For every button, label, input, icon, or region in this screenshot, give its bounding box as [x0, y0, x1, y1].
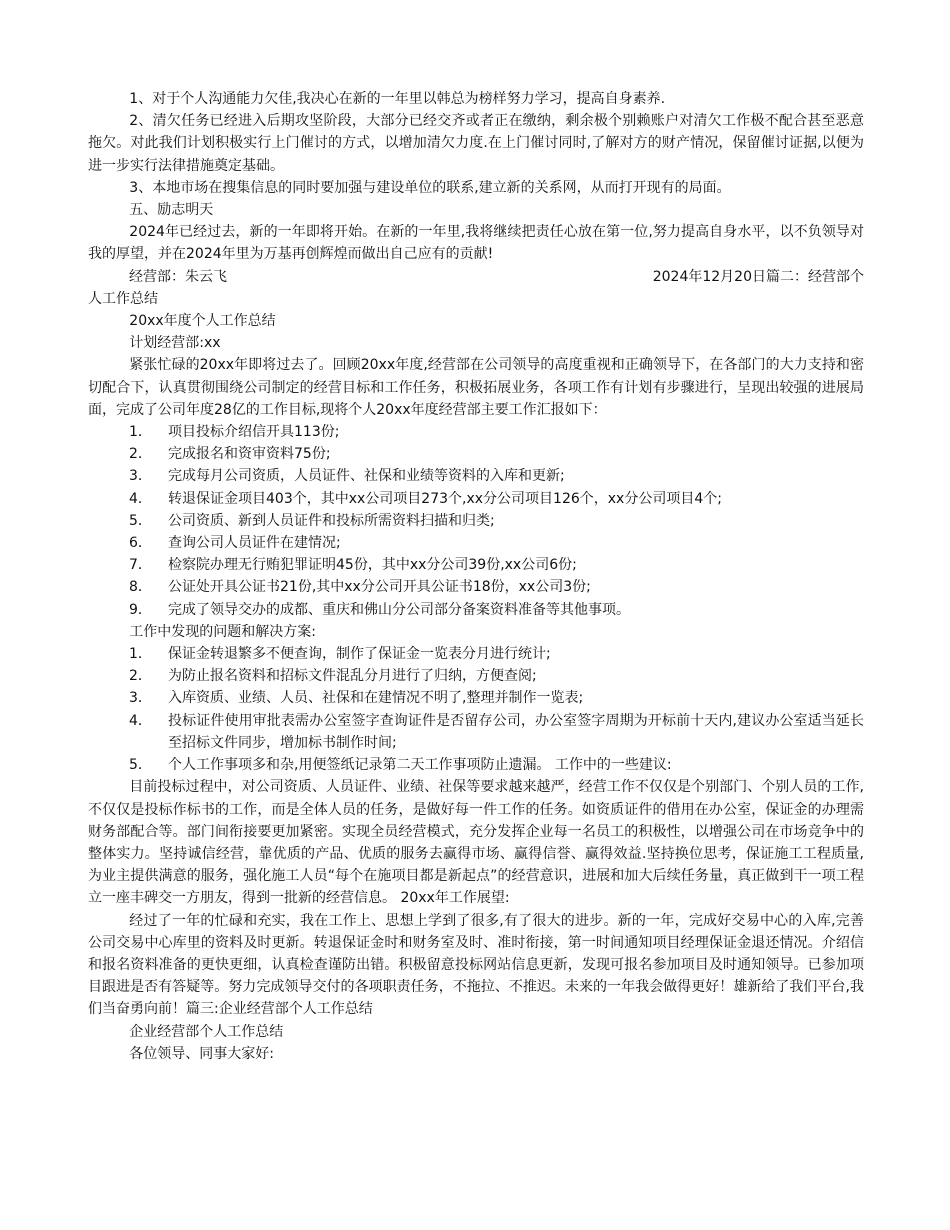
list-number: 1． — [129, 424, 152, 441]
list-number: 2． — [129, 668, 152, 685]
list-text: 公证处开具公证书21份,其中xx分公司开具公证书18份，xx公司3份; — [168, 579, 591, 596]
list-number: 5． — [129, 757, 152, 774]
list-text: 个人工作事项多和杂,用便签纸记录第二天工作事项防止遗漏。 工作中的一些建议: — [168, 757, 672, 774]
list-item — [88, 421, 864, 443]
paragraph-2: 2、清欠任务已经进入后期攻坚阶段，大部分已经交齐或者正在缴纳，剩余极个别赖账户对清欠工作极不配合甚至恶意拖欠。对此我们计划积极实行上门催讨的方式，以增加清欠力度.在上门催讨同时,了解对方的财产情况，保留催讨证据,以便为进一步实行法律措施奠定基础。 — [88, 113, 864, 174]
paragraph-1: 1、对于个人沟通能力欠佳,我决心在新的一年里以韩总为榜样努力学习，提高自身素养. — [129, 91, 666, 107]
list-item — [88, 488, 864, 510]
list-number: 3． — [129, 690, 152, 707]
list-number: 6． — [129, 535, 152, 552]
list-number: 9． — [129, 601, 152, 618]
list-item — [88, 599, 864, 621]
list-number: 3． — [129, 468, 152, 485]
list-number: 7． — [129, 557, 152, 574]
list-item — [88, 643, 864, 665]
signature-line — [88, 266, 864, 288]
list-text: 完成每月公司资质，人员证件、社保和业绩等资料的入库和更新; — [168, 468, 565, 485]
paragraph-3: 3、本地市场在搜集信息的同时要加强与建设单位的联系,建立新的关系网，从而打开现有的局面。 — [129, 179, 731, 196]
list-text: 入库资质、业绩、人员、社保和在建情况不明了,整理并制作一览表; — [168, 690, 584, 707]
outlook-paragraph: 经过了一年的忙碌和充实，我在工作上、思想上学到了很多,有了很大的进步。新的一年，完成好交易中心的入库,完善公司交易中心库里的资料及时更新。转退保证金时和财务室及时、准时衔接，第一时间通知项目经理保证金退还情况。介绍信和报名资料准备的更快更细，认真检查谨防出错。积极留意投标网站信息更新，发现可报名参加项目及时通知领导。已参加项目跟进是否有答疑等。努力完成领导交付的各项职责任务，不拖拉、不推迟。未来的一年我会做得更好！雄新给了我们平台,我们当奋勇向前！篇三:企业经营部个人工作总结 — [88, 912, 864, 1018]
signature-dept: 经营部：朱云飞 — [129, 268, 227, 285]
list-item — [88, 665, 864, 687]
list-number: 4． — [129, 490, 152, 507]
list-item — [88, 465, 864, 487]
paragraph-outlook-2024: 2024年已经过去，新的一年即将开始。在新的一年里,我将继续把责任心放在第一位,努力提高自身水平，以不负领导对我的厚望，并在2024年里为万基再创辉煌而做出自己应有的贡献! — [88, 224, 864, 263]
list-text: 保证金转退繁多不便查询，制作了保证金一览表分月进行统计; — [168, 646, 551, 663]
suggestion-paragraph: 目前投标过程中，对公司资质、人员证件、业绩、社保等要求越来越严，经营工作不仅仅是个别部门、个别人员的工作,不仅仅是投标作标书的工作，而是全体人员的任务，是做好每一件工作的任务。如资质证件的借用在办公室，保证金的办理需财务部配合等。部门间衔接要更加紧密。实现全员经营模式，充分发挥企业每一名员工的积极性，以增强公司在市场竞争中的整体实力。坚持诚信经营，靠优质的产品、优质的服务去赢得市场、赢得信誉、赢得效益.坚持换位思考，保证施工工程质量,为业主提供满意的服务，强化施工人员“每个在施项目都是新起点”的经营意识，进展和加大后续任务量，真正做到干一项工程立一座丰碑交一方朋友，得到一批新的经营信息。 20xx年工作展望: — [88, 779, 864, 907]
list-item — [88, 754, 864, 776]
problem-list — [88, 643, 864, 776]
problems-title: 工作中发现的问题和解决方案: — [129, 623, 317, 640]
section3-title: 企业经营部个人工作总结 — [129, 1023, 284, 1040]
list-number: 5． — [129, 512, 152, 529]
task-list — [88, 421, 864, 621]
list-number: 1． — [129, 646, 152, 663]
signature-wrap: 人工作总结 — [88, 290, 158, 307]
list-number: 8． — [129, 579, 152, 596]
list-text: 项目投标介绍信开具113份; — [168, 424, 340, 441]
section-heading-5: 五、励志明天 — [129, 202, 214, 219]
list-number: 2． — [129, 446, 152, 463]
list-item — [88, 554, 864, 576]
list-item — [88, 710, 864, 754]
list-text: 完成报名和资审资料75份; — [168, 446, 331, 463]
list-item — [88, 443, 864, 465]
list-text: 投标证件使用审批表需办公室签字查询证件是否留存公司，办公室签字周期为开标前十天内,建议办公室适当延长至招标文件同步，增加标书制作时间; — [168, 712, 864, 751]
list-text: 完成了领导交办的成都、重庆和佛山分公司部分备案资料准备等其他事项。 — [168, 601, 630, 618]
section2-intro: 紧张忙碌的20xx年即将过去了。回顾20xx年度,经营部在公司领导的高度重视和正确领导下，在各部门的大力支持和密切配合下，认真贯彻围绕公司制定的经营目标和工作任务，积极拓展业务，各项工作有计划有步骤进行，呈现出较强的进展局面，完成了公司年度28亿的工作目标,现将个人20xx年度经营部主要工作汇报如下： — [88, 357, 864, 418]
list-text: 查询公司人员证件在建情况; — [168, 535, 341, 552]
list-text: 为防止报名资料和招标文件混乱分月进行了归纳，方便查阅; — [168, 668, 537, 685]
list-text: 转退保证金项目403个，其中xx公司项目273个,xx分公司项目126个，xx分公司项目4个; — [168, 490, 722, 507]
list-text: 公司资质、新到人员证件和投标所需资料扫描和归类; — [168, 512, 495, 529]
signature-date: 2024年12月20日篇二：经营部个 — [652, 268, 864, 285]
list-item — [88, 687, 864, 709]
section2-planner: 计划经营部:xx — [129, 335, 221, 352]
list-item — [88, 576, 864, 598]
section2-title: 20xx年度个人工作总结 — [129, 313, 276, 330]
list-item — [88, 532, 864, 554]
section3-greeting: 各位领导、同事大家好: — [129, 1045, 275, 1062]
list-item — [88, 510, 864, 532]
list-text: 检察院办理无行贿犯罪证明45份，其中xx分公司39份,xx公司6份; — [168, 557, 577, 574]
document-page — [88, 88, 864, 1065]
list-number: 4． — [129, 712, 152, 729]
